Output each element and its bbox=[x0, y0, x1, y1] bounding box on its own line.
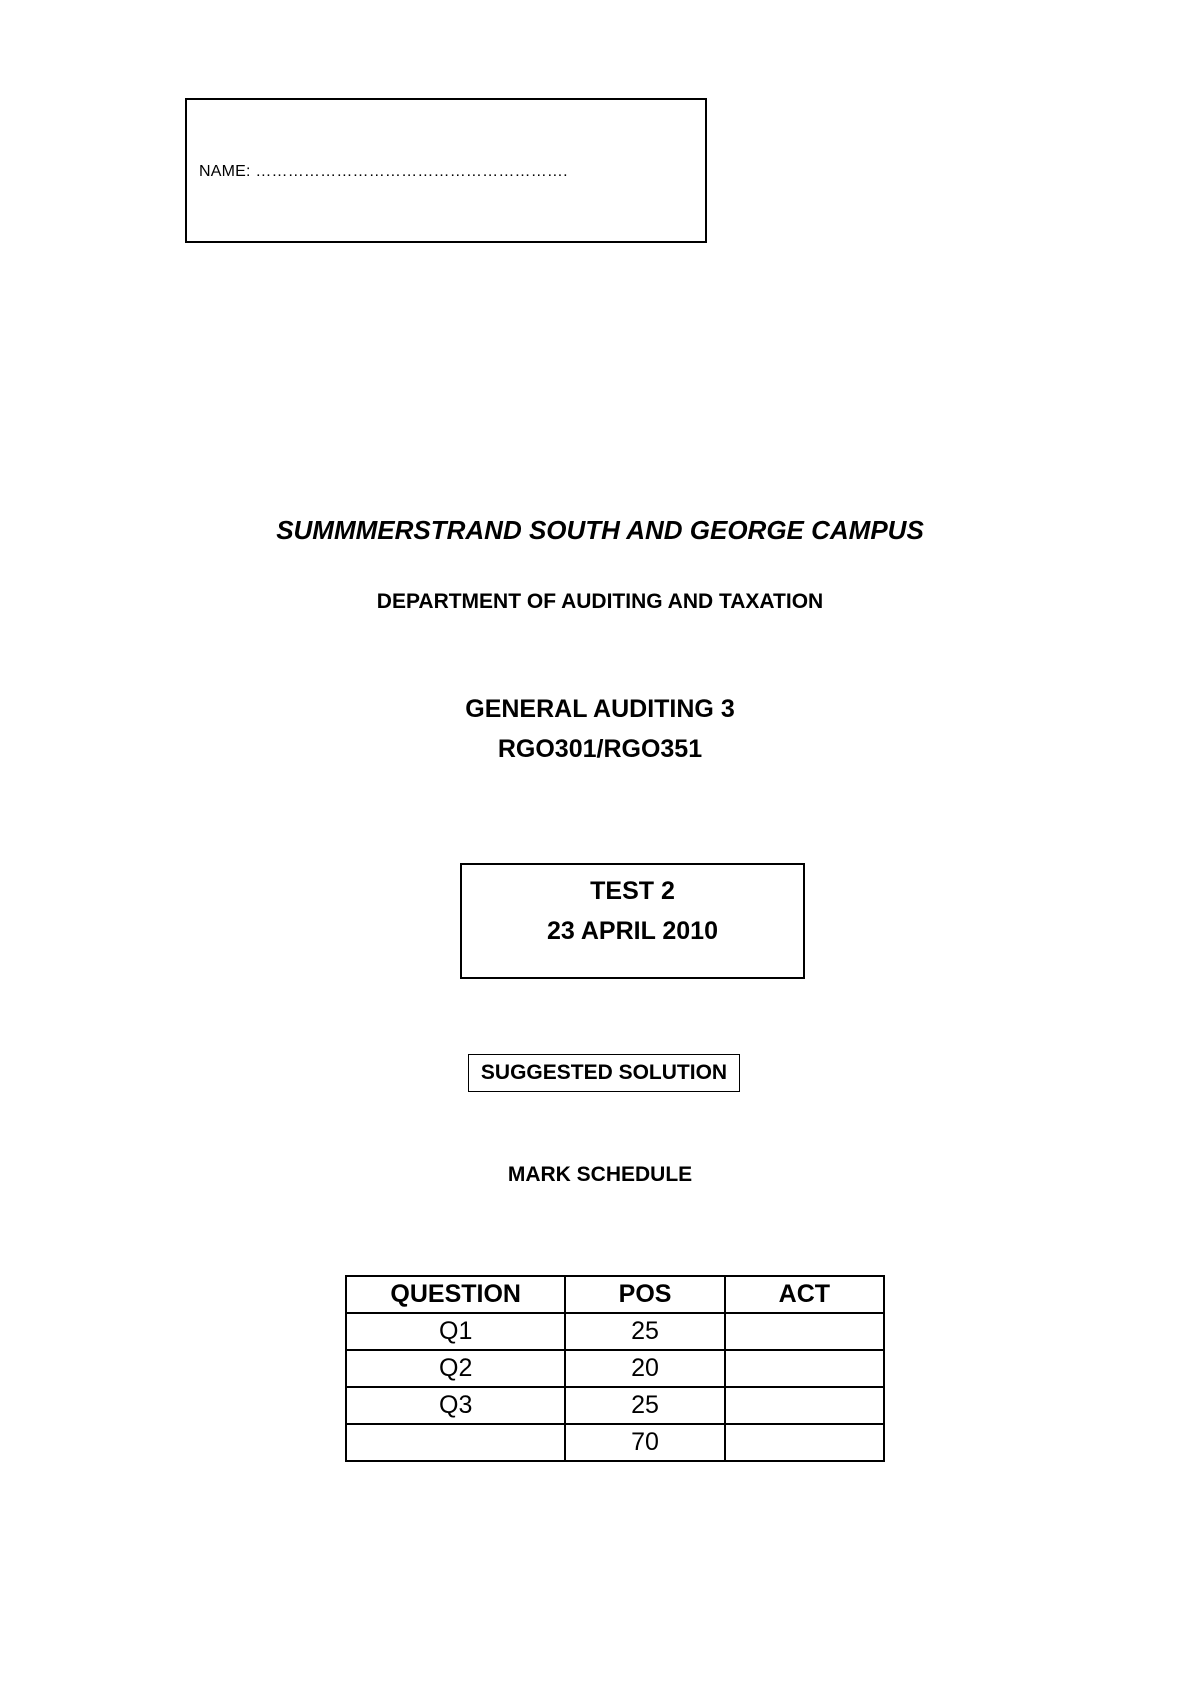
cell-act bbox=[725, 1424, 884, 1461]
table-row bbox=[346, 1313, 884, 1350]
table-header-row bbox=[346, 1276, 884, 1313]
mark-schedule-title: MARK SCHEDULE bbox=[507, 1163, 693, 1186]
course-code: RGO301/RGO351 bbox=[497, 735, 703, 763]
table-row bbox=[346, 1387, 884, 1424]
suggested-solution-label: SUGGESTED SOLUTION bbox=[468, 1054, 740, 1092]
course-title: GENERAL AUDITING 3 bbox=[465, 695, 735, 723]
name-field-label: NAME: …………………………………………………. bbox=[199, 163, 568, 180]
table-row bbox=[346, 1350, 884, 1387]
table-total-row bbox=[346, 1424, 884, 1461]
cell-pos: 25 bbox=[565, 1313, 724, 1350]
mark-schedule-table bbox=[345, 1275, 885, 1462]
cell-pos: 20 bbox=[565, 1350, 724, 1387]
cell-act bbox=[725, 1313, 884, 1350]
name-box bbox=[185, 98, 707, 243]
cell-question: Q2 bbox=[346, 1350, 565, 1387]
cell-question: Q3 bbox=[346, 1387, 565, 1424]
test-date: 23 APRIL 2010 bbox=[547, 917, 718, 945]
header-pos: POS bbox=[565, 1276, 724, 1313]
cell-question: Q1 bbox=[346, 1313, 565, 1350]
cell-act bbox=[725, 1387, 884, 1424]
department-title: DEPARTMENT OF AUDITING AND TAXATION bbox=[376, 590, 824, 613]
campus-title: SUMMMERSTRAND SOUTH AND GEORGE CAMPUS bbox=[276, 515, 924, 545]
cell-pos: 25 bbox=[565, 1387, 724, 1424]
header-question: QUESTION bbox=[346, 1276, 565, 1313]
test-box bbox=[460, 863, 805, 979]
cell-pos-total: 70 bbox=[565, 1424, 724, 1461]
test-title: TEST 2 bbox=[590, 877, 675, 905]
header-act: ACT bbox=[725, 1276, 884, 1313]
cell-question bbox=[346, 1424, 565, 1461]
cell-act bbox=[725, 1350, 884, 1387]
